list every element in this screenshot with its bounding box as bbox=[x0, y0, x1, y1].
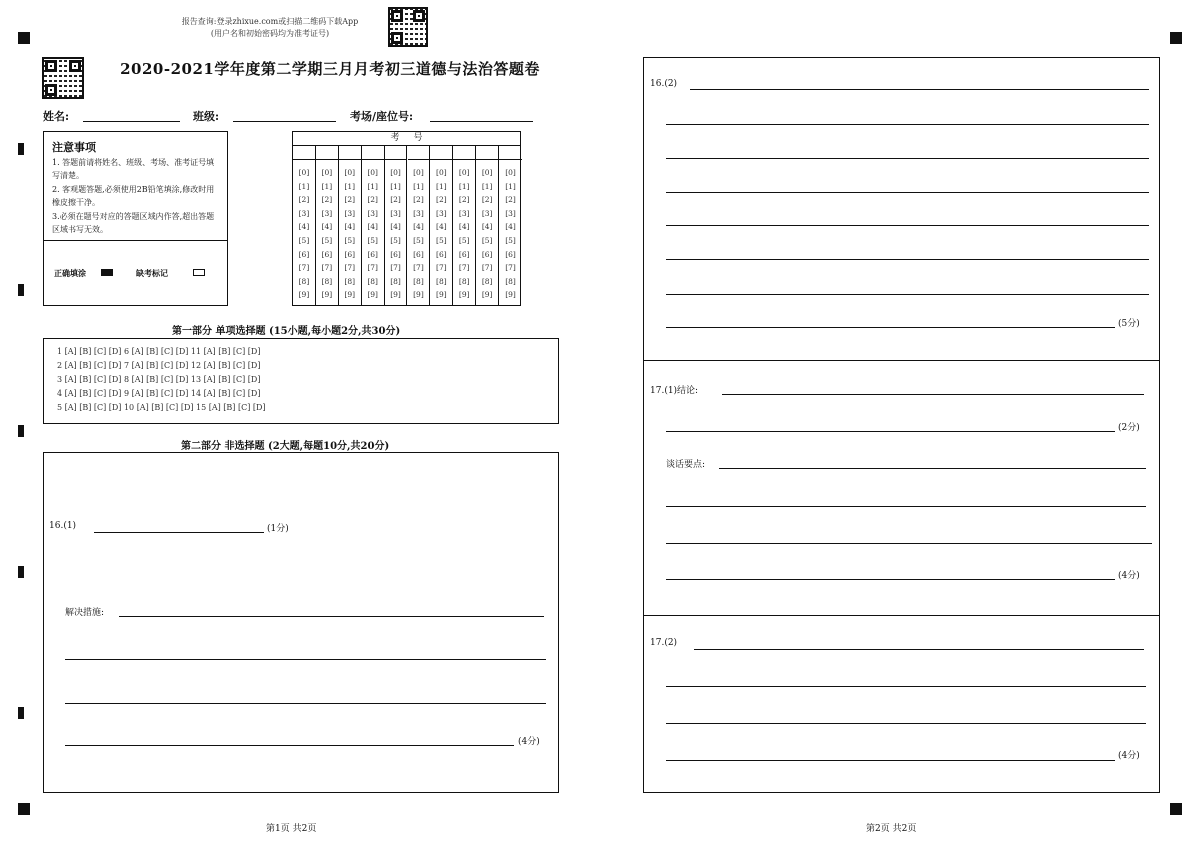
exam-number-digit-bubble[interactable]: [8] bbox=[505, 276, 516, 286]
answer-box-16-2 bbox=[643, 57, 1160, 361]
exam-number-digit-bubble[interactable]: [7] bbox=[413, 263, 424, 273]
exam-number-digit-bubble[interactable]: [2] bbox=[390, 195, 401, 205]
choice-row[interactable]: 4 [A] [B] [C] [D] 9 [A] [B] [C] [D] 14 [A] [B] [C] [D] bbox=[57, 389, 261, 398]
exam-number-digit-bubble[interactable]: [7] bbox=[390, 263, 401, 273]
answer-line[interactable] bbox=[65, 703, 546, 704]
exam-number-digit-bubble[interactable]: [3] bbox=[367, 208, 378, 218]
exam-number-digit-bubble[interactable]: [8] bbox=[436, 276, 447, 286]
alignment-marker bbox=[18, 803, 30, 815]
answer-line[interactable] bbox=[666, 506, 1146, 507]
exam-number-digit-bubble[interactable]: [9] bbox=[481, 290, 493, 300]
notice-item: 2. 客观题答题,必须使用2B铅笔填涂,修改时用橡皮擦干净。 bbox=[52, 185, 215, 207]
exam-number-digit-bubble[interactable]: [9] bbox=[298, 290, 310, 300]
exam-number-digit-bubble[interactable]: [4] bbox=[367, 222, 378, 232]
exam-number-digit-bubble[interactable]: [1] bbox=[321, 181, 333, 191]
exam-number-digit-bubble[interactable]: [6] bbox=[344, 249, 356, 259]
exam-number-digit-bubble[interactable]: [3] bbox=[413, 208, 424, 218]
answer-line[interactable] bbox=[666, 431, 1115, 432]
exam-number-digit-bubble[interactable]: [2] bbox=[321, 195, 333, 205]
exam-number-digit-bubble[interactable]: [5] bbox=[481, 236, 493, 245]
exam-number-digit-bubble[interactable]: [1] bbox=[505, 181, 516, 191]
choice-row[interactable]: 5 [A] [B] [C] [D] 10 [A] [B] [C] [D] 15 [A] [B] [C] [D] bbox=[57, 403, 266, 412]
answer-line[interactable] bbox=[719, 468, 1146, 469]
part1-title: 第一部分 单项选择题 (15小题,每小题2分,共30分) bbox=[172, 326, 401, 337]
name-label: 姓名: bbox=[43, 110, 70, 123]
answer-line[interactable] bbox=[666, 579, 1115, 580]
exam-number-digit-bubble[interactable]: [8] bbox=[481, 276, 493, 286]
exam-number-digit-bubble[interactable]: [3] bbox=[390, 208, 401, 218]
exam-number-digit-bubble[interactable]: [1] bbox=[413, 181, 424, 191]
exam-number-digit-bubble[interactable]: [9] bbox=[458, 290, 470, 300]
exam-number-digit-bubble[interactable]: [5] bbox=[367, 236, 378, 245]
report-query-line2: (用户名和初始密码均为准考证号) bbox=[210, 29, 330, 38]
exam-number-digit-bubble[interactable]: [0] bbox=[458, 168, 470, 177]
question-16-1-label: 16.(1) bbox=[49, 521, 77, 531]
notice-box bbox=[43, 131, 228, 306]
exam-number-write-cell[interactable] bbox=[476, 146, 498, 160]
exam-number-digit-bubble[interactable]: [8] bbox=[367, 276, 378, 286]
exam-number-column[interactable] bbox=[339, 146, 362, 305]
exam-number-write-cell[interactable] bbox=[293, 146, 315, 160]
exam-number-column[interactable] bbox=[362, 146, 385, 305]
answer-line[interactable] bbox=[666, 543, 1152, 544]
exam-number-write-cell[interactable] bbox=[408, 146, 430, 160]
exam-number-digit-bubble[interactable]: [2] bbox=[367, 195, 378, 205]
exam-number-digit-bubble[interactable]: [5] bbox=[344, 236, 356, 245]
exam-number-digit-bubble[interactable]: [4] bbox=[505, 222, 516, 232]
exam-number-digit-bubble[interactable]: [4] bbox=[481, 222, 493, 232]
answer-box-16-1 bbox=[43, 452, 559, 793]
answer-line[interactable] bbox=[94, 532, 264, 533]
exam-number-digit-bubble[interactable]: [9] bbox=[321, 290, 333, 300]
exam-number-digit-bubble[interactable]: [8] bbox=[321, 276, 333, 286]
exam-number-digit-bubble[interactable]: [6] bbox=[390, 249, 401, 259]
talk-points-label: 谈话要点: bbox=[666, 460, 706, 470]
notice-divider bbox=[44, 240, 227, 241]
timing-marker bbox=[18, 707, 24, 719]
notice-item: 1. 答题前请将姓名、班级、考场、准考证号填写清楚。 bbox=[52, 158, 215, 180]
exam-number-digit-bubble[interactable]: [7] bbox=[458, 263, 470, 273]
score-label: (2分) bbox=[1118, 423, 1140, 433]
exam-number-digit-bubble[interactable]: [4] bbox=[436, 222, 447, 232]
exam-number-digit-bubble[interactable]: [1] bbox=[436, 181, 447, 191]
exam-number-digit-bubble[interactable]: [0] bbox=[413, 168, 424, 177]
score-label: (4分) bbox=[1118, 571, 1140, 581]
notice-item: 3.必须在题号对应的答题区域内作答,超出答题区域书写无效。 bbox=[52, 212, 215, 234]
exam-number-digit-bubble[interactable]: [4] bbox=[298, 222, 310, 232]
answer-line[interactable] bbox=[694, 649, 1144, 650]
exam-number-digit-bubble[interactable]: [6] bbox=[481, 249, 493, 259]
exam-number-digit-bubble[interactable]: [8] bbox=[344, 276, 356, 286]
exam-number-digit-bubble[interactable]: [1] bbox=[367, 181, 378, 191]
exam-number-digit-bubble[interactable]: [5] bbox=[390, 236, 401, 245]
exam-number-digit-bubble[interactable]: [7] bbox=[505, 263, 516, 273]
answer-line[interactable] bbox=[119, 616, 544, 617]
choice-row[interactable]: 3 [A] [B] [C] [D] 8 [A] [B] [C] [D] 13 [A] [B] [C] [D] bbox=[57, 375, 261, 384]
exam-number-digit-bubble[interactable]: [4] bbox=[458, 222, 470, 232]
exam-number-digit-bubble[interactable]: [5] bbox=[298, 236, 310, 245]
exam-number-digit-bubble[interactable]: [3] bbox=[458, 208, 470, 218]
exam-number-digit-bubble[interactable]: [6] bbox=[413, 249, 424, 259]
answer-line[interactable] bbox=[666, 294, 1149, 295]
exam-number-write-cell[interactable] bbox=[316, 146, 338, 160]
exam-number-digit-bubble[interactable]: [0] bbox=[505, 168, 516, 177]
timing-marker bbox=[18, 284, 24, 296]
exam-number-digit-bubble[interactable]: [0] bbox=[367, 168, 378, 177]
exam-number-digit-bubble[interactable]: [2] bbox=[436, 195, 447, 205]
exam-number-write-cell[interactable] bbox=[339, 146, 361, 160]
exam-number-digit-bubble[interactable]: [2] bbox=[481, 195, 493, 205]
score-label: (4分) bbox=[518, 737, 540, 747]
exam-number-digit-bubble[interactable]: [0] bbox=[344, 168, 356, 177]
exam-number-digit-bubble[interactable]: [8] bbox=[298, 276, 310, 286]
exam-number-digit-bubble[interactable]: [2] bbox=[458, 195, 470, 205]
exam-number-digit-bubble[interactable]: [7] bbox=[344, 263, 356, 273]
exam-number-digit-bubble[interactable]: [3] bbox=[321, 208, 333, 218]
exam-number-digit-bubble[interactable]: [3] bbox=[436, 208, 447, 218]
exam-number-digit-bubble[interactable]: [0] bbox=[298, 168, 310, 177]
exam-number-digit-bubble[interactable]: [5] bbox=[321, 236, 333, 245]
exam-number-digit-bubble[interactable]: [5] bbox=[458, 236, 470, 245]
exam-number-digit-bubble[interactable]: [2] bbox=[505, 195, 516, 205]
answer-line[interactable] bbox=[666, 686, 1146, 687]
answer-line[interactable] bbox=[666, 158, 1149, 159]
class-field[interactable] bbox=[233, 121, 336, 122]
seat-label: 考场/座位号: bbox=[350, 110, 414, 123]
exam-number-digit-bubble[interactable]: [4] bbox=[321, 222, 333, 232]
page-title: 2020-2021学年度第二学期三月月考初三道德与法治答题卷 bbox=[120, 60, 540, 78]
name-field[interactable] bbox=[83, 121, 180, 122]
answer-line[interactable] bbox=[666, 192, 1149, 193]
answer-line[interactable] bbox=[65, 659, 546, 660]
alignment-marker bbox=[18, 32, 30, 44]
exam-number-digit-bubble[interactable]: [7] bbox=[321, 263, 333, 273]
question-16-2-label: 16.(2) bbox=[650, 79, 678, 89]
exam-number-digit-bubble[interactable]: [2] bbox=[413, 195, 424, 205]
page-footer: 第1页 共2页 bbox=[266, 824, 317, 834]
timing-marker bbox=[18, 425, 24, 437]
exam-number-digit-bubble[interactable]: [0] bbox=[481, 168, 493, 177]
score-label: (5分) bbox=[1118, 319, 1140, 329]
exam-number-digit-bubble[interactable]: [4] bbox=[344, 222, 356, 232]
choice-row[interactable]: 1 [A] [B] [C] [D] 6 [A] [B] [C] [D] 11 [A] [B] [C] [D] bbox=[57, 347, 261, 356]
class-label: 班级: bbox=[193, 110, 220, 123]
answer-line[interactable] bbox=[666, 225, 1149, 226]
exam-number-digit-bubble[interactable]: [2] bbox=[344, 195, 356, 205]
answer-line[interactable] bbox=[666, 723, 1146, 724]
exam-number-digit-bubble[interactable]: [8] bbox=[390, 276, 401, 286]
seat-field[interactable] bbox=[430, 121, 533, 122]
exam-number-grid bbox=[292, 131, 521, 306]
exam-number-header: 考号 bbox=[293, 132, 520, 146]
notice-title: 注意事项 bbox=[52, 141, 96, 154]
exam-number-column[interactable] bbox=[476, 146, 499, 305]
exam-number-digit-bubble[interactable]: [3] bbox=[298, 208, 310, 218]
answer-box-17-1 bbox=[643, 360, 1160, 616]
exam-number-column[interactable] bbox=[430, 146, 453, 305]
report-query-info bbox=[160, 16, 380, 40]
absent-mark-label: 缺考标记 bbox=[136, 268, 168, 278]
correct-fill-sample bbox=[101, 269, 113, 276]
exam-number-digit-bubble[interactable]: [7] bbox=[298, 263, 310, 273]
exam-number-digit-bubble[interactable]: [6] bbox=[367, 249, 378, 259]
question-17-1-label: 17.(1)结论: bbox=[650, 386, 699, 396]
answer-box-17-2 bbox=[643, 615, 1160, 793]
multiple-choice-box bbox=[43, 338, 559, 424]
exam-number-digit-bubble[interactable]: [7] bbox=[436, 263, 447, 273]
exam-number-column[interactable] bbox=[499, 146, 522, 305]
answer-line[interactable] bbox=[722, 394, 1144, 395]
exam-number-digit-bubble[interactable]: [1] bbox=[458, 181, 470, 191]
score-label: (1分) bbox=[267, 524, 289, 534]
absent-mark-box[interactable] bbox=[193, 269, 205, 276]
choice-row[interactable]: 2 [A] [B] [C] [D] 7 [A] [B] [C] [D] 12 [A] [B] [C] [D] bbox=[57, 361, 261, 370]
exam-number-digit-bubble[interactable]: [6] bbox=[505, 249, 516, 259]
exam-number-digit-bubble[interactable]: [9] bbox=[505, 290, 516, 300]
alignment-marker bbox=[1170, 803, 1182, 815]
exam-number-digit-bubble[interactable]: [6] bbox=[436, 249, 447, 259]
answer-line[interactable] bbox=[65, 745, 514, 746]
exam-number-write-cell[interactable] bbox=[499, 146, 522, 160]
sheet-qr-code bbox=[42, 57, 84, 99]
exam-number-column[interactable] bbox=[453, 146, 476, 305]
exam-number-digit-bubble[interactable]: [1] bbox=[344, 181, 356, 191]
exam-number-digit-bubble[interactable]: [7] bbox=[481, 263, 493, 273]
download-qr-code bbox=[388, 7, 428, 47]
exam-number-digit-bubble[interactable]: [4] bbox=[390, 222, 401, 232]
exam-number-digit-bubble[interactable]: [9] bbox=[413, 290, 424, 300]
exam-number-digit-bubble[interactable]: [3] bbox=[505, 208, 516, 218]
exam-number-column[interactable] bbox=[408, 146, 431, 305]
exam-number-column[interactable] bbox=[316, 146, 339, 305]
exam-number-digit-bubble[interactable]: [5] bbox=[436, 236, 447, 245]
score-label: (4分) bbox=[1118, 751, 1140, 761]
exam-number-digit-bubble[interactable]: [3] bbox=[344, 208, 356, 218]
alignment-marker bbox=[1170, 32, 1182, 44]
answer-line[interactable] bbox=[666, 124, 1149, 125]
exam-number-digit-bubble[interactable]: [9] bbox=[344, 290, 356, 300]
exam-number-write-cell[interactable] bbox=[453, 146, 475, 160]
exam-number-digit-bubble[interactable]: [6] bbox=[321, 249, 333, 259]
answer-line[interactable] bbox=[666, 327, 1115, 328]
exam-number-digit-bubble[interactable]: [7] bbox=[367, 263, 378, 273]
timing-marker bbox=[18, 566, 24, 578]
exam-number-digit-bubble[interactable]: [5] bbox=[505, 236, 516, 245]
report-query-line1: 报告查询:登录zhixue.com或扫描二维码下载App bbox=[181, 17, 359, 26]
answer-line[interactable] bbox=[690, 89, 1149, 90]
timing-marker bbox=[18, 143, 24, 155]
question-17-2-label: 17.(2) bbox=[650, 638, 678, 648]
exam-number-digit-bubble[interactable]: [3] bbox=[481, 208, 493, 218]
page-footer: 第2页 共2页 bbox=[866, 824, 917, 834]
measures-label: 解决措施: bbox=[65, 608, 105, 618]
exam-number-column[interactable] bbox=[385, 146, 408, 305]
exam-number-digit-bubble[interactable]: [9] bbox=[436, 290, 447, 300]
exam-number-digit-bubble[interactable]: [9] bbox=[390, 290, 401, 300]
exam-number-digit-bubble[interactable]: [5] bbox=[413, 236, 424, 245]
part2-title: 第二部分 非选择题 (2大题,每题10分,共20分) bbox=[181, 441, 390, 452]
exam-number-digit-bubble[interactable]: [2] bbox=[298, 195, 310, 205]
exam-number-digit-bubble[interactable]: [1] bbox=[390, 181, 401, 191]
exam-number-write-cell[interactable] bbox=[362, 146, 384, 160]
exam-number-digit-bubble[interactable]: [0] bbox=[390, 168, 401, 177]
exam-number-digit-bubble[interactable]: [6] bbox=[458, 249, 470, 259]
exam-number-write-cell[interactable] bbox=[385, 146, 407, 160]
exam-number-column[interactable] bbox=[293, 146, 316, 305]
answer-line[interactable] bbox=[666, 259, 1149, 260]
exam-number-digit-bubble[interactable]: [0] bbox=[436, 168, 447, 177]
exam-number-digit-bubble[interactable]: [0] bbox=[321, 168, 333, 177]
exam-number-digit-bubble[interactable]: [4] bbox=[413, 222, 424, 232]
exam-number-digit-bubble[interactable]: [1] bbox=[298, 181, 310, 191]
exam-number-digit-bubble[interactable]: [1] bbox=[481, 181, 493, 191]
exam-number-digit-bubble[interactable]: [8] bbox=[458, 276, 470, 286]
exam-number-digit-bubble[interactable]: [8] bbox=[413, 276, 424, 286]
answer-line[interactable] bbox=[666, 760, 1115, 761]
correct-fill-label: 正确填涂 bbox=[54, 268, 86, 278]
exam-number-digit-bubble[interactable]: [9] bbox=[367, 290, 378, 300]
exam-number-write-cell[interactable] bbox=[430, 146, 452, 160]
exam-number-digit-bubble[interactable]: [6] bbox=[298, 249, 310, 259]
